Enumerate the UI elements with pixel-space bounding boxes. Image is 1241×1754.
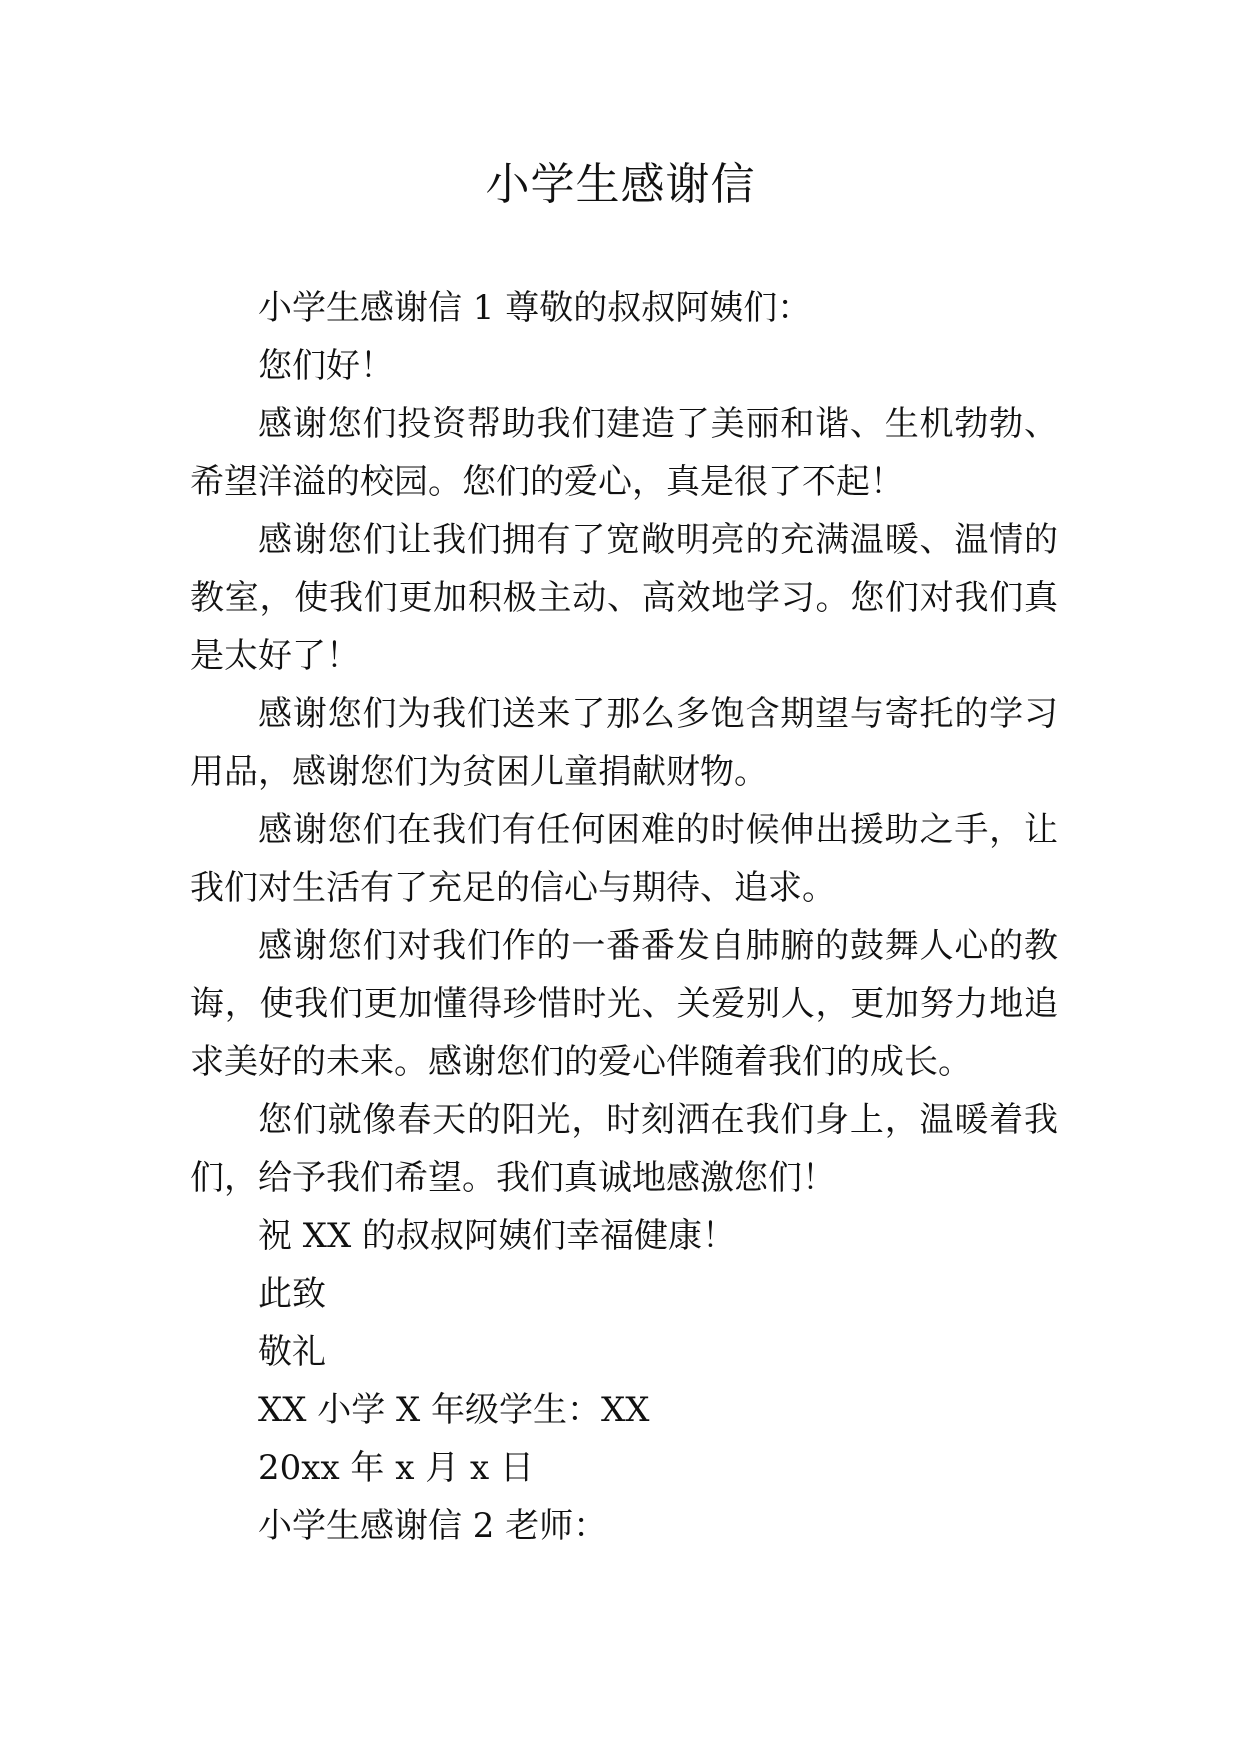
letter-body: [190, 279, 1058, 1555]
letter-wish: 祝 XX 的叔叔阿姨们幸福健康！: [258, 1216, 737, 1256]
letter-paragraph: 您们就像春天的阳光，时刻洒在我们身上，温暖着我们，给予我们希望。我们真诚地感激您们！: [190, 1100, 1058, 1198]
letter-paragraph: 感谢您们为我们送来了那么多饱含期望与寄托的学习用品，感谢您们为贫困儿童捐献财物。: [190, 694, 1058, 792]
document-title: 小学生感谢信: [485, 159, 756, 210]
letter-signature: XX 小学 X 年级学生：XX: [258, 1390, 650, 1430]
letter-salutation: 小学生感谢信 1 尊敬的叔叔阿姨们：: [258, 288, 812, 328]
letter-paragraph: 感谢您们对我们作的一番番发自肺腑的鼓舞人心的教诲，使我们更加懂得珍惜时光、关爱别人，更加努力地追求美好的未来。感谢您们的爱心伴随着我们的成长。: [190, 926, 1058, 1082]
letter-paragraph: 感谢您们投资帮助我们建造了美丽和谐、生机勃勃、希望洋溢的校园。您们的爱心，真是很了不起！: [190, 404, 1058, 502]
letter-paragraph: 感谢您们在我们有任何困难的时候伸出援助之手，让我们对生活有了充足的信心与期待、追求。: [190, 810, 1058, 908]
letter-paragraph: 感谢您们让我们拥有了宽敞明亮的充满温暖、温情的教室，使我们更加积极主动、高效地学习。您们对我们真是太好了！: [190, 520, 1058, 676]
letter-greeting: 您们好！: [258, 346, 394, 386]
letter-closing: 此致: [258, 1274, 326, 1314]
next-letter-heading: 小学生感谢信 2 老师：: [258, 1506, 608, 1546]
letter-regards: 敬礼: [258, 1332, 326, 1372]
letter-date: 20xx 年 x 月 x 日: [258, 1448, 535, 1488]
